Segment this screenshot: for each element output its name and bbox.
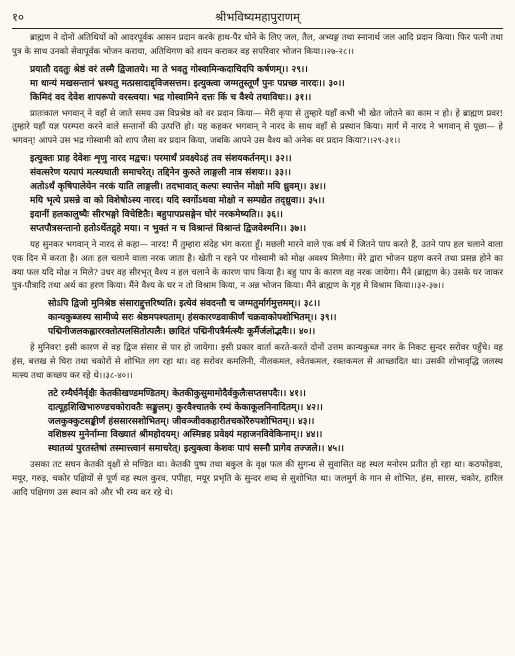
verse-line: मा धान्यं मखसन्तानं भ्रश्यतु मत्प्रसादाद्द्विजसत्तम। इत्युक्त्वा जग्मतुस्तूर्णं पुनः पप्रच्छ नारदः।। ३०।। bbox=[30, 77, 345, 89]
verse-line: प्रयातौ ददतुः श्रेष्ठं वरं तस्मै द्विजातये। मा ते भवतु गोस्वामिन्कदाचिदपि कर्षणम्।। २९।। bbox=[30, 63, 308, 75]
commentary-paragraph: यह सुनकर भगवान् ने नारद से कहा— नारद! मैं तुम्हारा संदेह भंग करता हूँ। मछली मारने वाले एक वर्ष में जितने पाप करते हैं, उतने पाप हल चलाने वाला एक दिन में करता है। अतः हल चलाने वाला नरक जाता है। खेती न रहने पर गोस्वामी को मोक्ष अवश्य मिलेगा। मेरे द्वारा भोजन ग्रहण करने तथा प्रसन्न होने का क्या फल यदि मोक्ष न मिले? उधर वह सीरभृत् वैश्य न हल चलाने के कारण पाप किया है। बहु पाप के कारण वह नरक जायेगा। मैंने (ब्राह्मण के) उसके घर जाकर पुत्र-पौत्रादि तथा अर्थ का हरण किया। मैंने वैश्य के घर न तो विश्राम किया, न अन्न भोजन किया। मैंने ब्राह्मण के गृह में विश्राम किया।।३२-३७।। bbox=[12, 239, 503, 292]
verse-line: इत्युक्तः प्राह देवेशः शृणु नारद मद्वचः। परमार्थं प्रवक्ष्येऽहं तव संशयकर्तनम्।। ३२।। bbox=[30, 153, 292, 165]
verse-line: पद्मिनीजलकह्लाररक्तोत्पलसितोत्पलैः। छादितं पद्मिनीपत्रैर्मत्स्यैः कूर्मैर्जलोद्भवैः।। ४०।। bbox=[48, 326, 316, 338]
verse-block bbox=[12, 63, 503, 105]
verse-block bbox=[12, 387, 503, 457]
verse-block bbox=[12, 152, 503, 235]
commentary-paragraph: हे मुनिवर! इसी कारण से वह द्विज संसार से पार हो जायेगा। इसी प्रकार वार्ता करते-करते दोनों उत्तम कान्यकुब्ज नगर के निकट सुन्दर सरोवर पहुँचे। वह हंस, बत्तख से घिरा तथा चकोरों से शोभित लग रहा था। वह सरोवर कमलिनी, नीलकमल, श्वेतकमल, रक्तकमल से आच्छादित था। उसकी शोभावृद्धि जलस्थ मत्स्य तथा कच्छप कर रहे थे।।३८-४०।। bbox=[12, 343, 503, 381]
verse-line: स्थातव्यं पुरतस्तेषां तस्मात्त्त्वानं समाचरेत्। इत्युक्त्वा केशवः पापं सस्नौ प्रागेव तज्जले।। ४५।। bbox=[48, 443, 344, 455]
verse-line: सप्तपौत्रसन्तानो हतोऽर्थेतद्गृहे मया। न भुक्तं न च विश्रान्तं विश्रान्तं द्विजवेश्मनि।। ३७।। bbox=[30, 222, 307, 234]
verse-block bbox=[12, 297, 503, 339]
page-number: १० bbox=[12, 9, 24, 24]
verse-line: दात्यूहशिखिभारुण्डचकोरावतैः सङ्कुलम्। कुरवैश्चातके रम्यं केकाकूलनिनादितम्।। ४२।। bbox=[48, 401, 323, 413]
verse-line: वशिष्ठस्य मुनेर्नाम्ना विख्यातं श्रीमहोदयम्। अस्मिन्नह प्रवेक्ष्यं महाजनविवेकिनाम्।। ४४।। bbox=[48, 429, 323, 441]
verse-line: जलकुक्कुटसङ्कीर्णं हंससारसशोभितम्। जीवञ्जीवकहारीतचकोरैरुपशोभितम्।। ४३।। bbox=[48, 415, 315, 427]
commentary-paragraph: ब्राह्मण ने दोनों अतिथियों को आदरपूर्वक आसन प्रदान करके हाथ-पैर धोने के लिए जल, तैल, अभ्यङ्ग तथा स्नानार्थ जल आदि प्रदान किया। फिर पत्नी तथा पुत्र के साथ उनको सेवापूर्वक भोजन कराया, अतिथिगण को शयन कराकर वह सपरिवार भोजन किया।।२७-२८।। bbox=[12, 33, 503, 57]
page-body bbox=[12, 32, 503, 501]
verse-line: किमिदं वद देवेश शापरूपो वरस्त्वया। भद्र गोस्वामिने दत्तः किं च वैश्ये तथाविधः।। ३१।। bbox=[30, 91, 312, 103]
page-header bbox=[12, 6, 503, 29]
verse-line: इदानीं हलकालुष्यैः सीरभङ्गो विचेष्टितैः। बहुपापप्रसङ्गेन घोरं नरकमेष्यति।। ३६।। bbox=[30, 208, 283, 220]
verse-line: संवत्सरेण यत्पापं मत्स्यघाती समाचरेत्। तद्दिनेन कुरुते लाङ्गली नात्र संशयः।। ३३।। bbox=[30, 167, 291, 179]
running-title: श्रीभविष्यमहापुराणम् bbox=[215, 9, 300, 24]
commentary-paragraph: प्रातःकाल भगवान् ने वहाँ से जाते समय उस विप्रश्रेष्ठ को वर प्रदान किया— मेरी कृपा से तुम्हारे यहाँ कभी भी खेत जोतने का काम न हो। हे ब्राह्मण प्रवर! तुम्हारे यहाँ यज्ञ परम्परा करने वाले सन्तानों की उत्पत्ति हो। यह कहकर भगवान् ने नारद के साथ वहाँ से प्रस्थान किया। मार्ग में नारद ने भगवान् से पूछा— हे भगवन्! आपने उस भद्र गोस्वामी को शाप जैसा वर प्रदान किया, जबकि आपने उस वैश्य को अनेक वर प्रदान किया?।।२९-३१।। bbox=[12, 108, 503, 147]
verse-line: मयि भृत्ये प्रसन्ने वा को विशेषोऽस्य नारद। यदि स्वर्गोऽथवा मोक्षो न सम्पद्येत तद्ध्रुवा।। ३५।। bbox=[30, 194, 325, 206]
commentary-paragraph: उसका तट सघन केतकी वृक्षों से मण्डित था। केतकी पुष्प तथा बकुल के वृक्ष फल की सुगन्ध से सुवासित वह स्थल मनोरम प्रतीत हो रहा था। कठफोड़वा, मयूर, गरुड़, चकोर पक्षियों से पूर्ण वह स्थल कुरव, पपीहा, मयूर प्रभृति के सुन्दर शब्द से सुशोभित था। जलमुर्ग के गान से शोभित, हंस, सारस, चकोर, हारिल आदि पक्षिगण उस स्थान को और भी रम्य कर रहे थे। bbox=[12, 460, 503, 499]
verse-line: तटे रम्यैर्घनैर्वृक्षैः केतकीखण्डमण्डितम्। केतकीकुसुमामोदैर्वकुलैःसप्तसपदैः।। ४१।। bbox=[48, 387, 306, 399]
verse-line: अतोऽर्थं कृषिपालेयेन नरकं याति लाङ्गली। तदभावात् कल्पः स्यात्तेन मोक्षो मयि ध्रुवम्।। ३४।। bbox=[30, 181, 326, 193]
verse-line: कान्यकुब्जस्य सामीप्ये सरः श्रेष्ठमपश्यताम्। हंसकारण्डवाकीर्णं चक्रवाकोपशोभितम्।। ३९।। bbox=[48, 312, 337, 324]
verse-line: सोऽपि द्विजो मुनिश्रेष्ठ संसाराद्दुत्तरिष्यति। इत्येवं संवदन्तौ च जग्मतुर्मार्गमुत्तमम्।। ३८।। bbox=[48, 298, 321, 310]
